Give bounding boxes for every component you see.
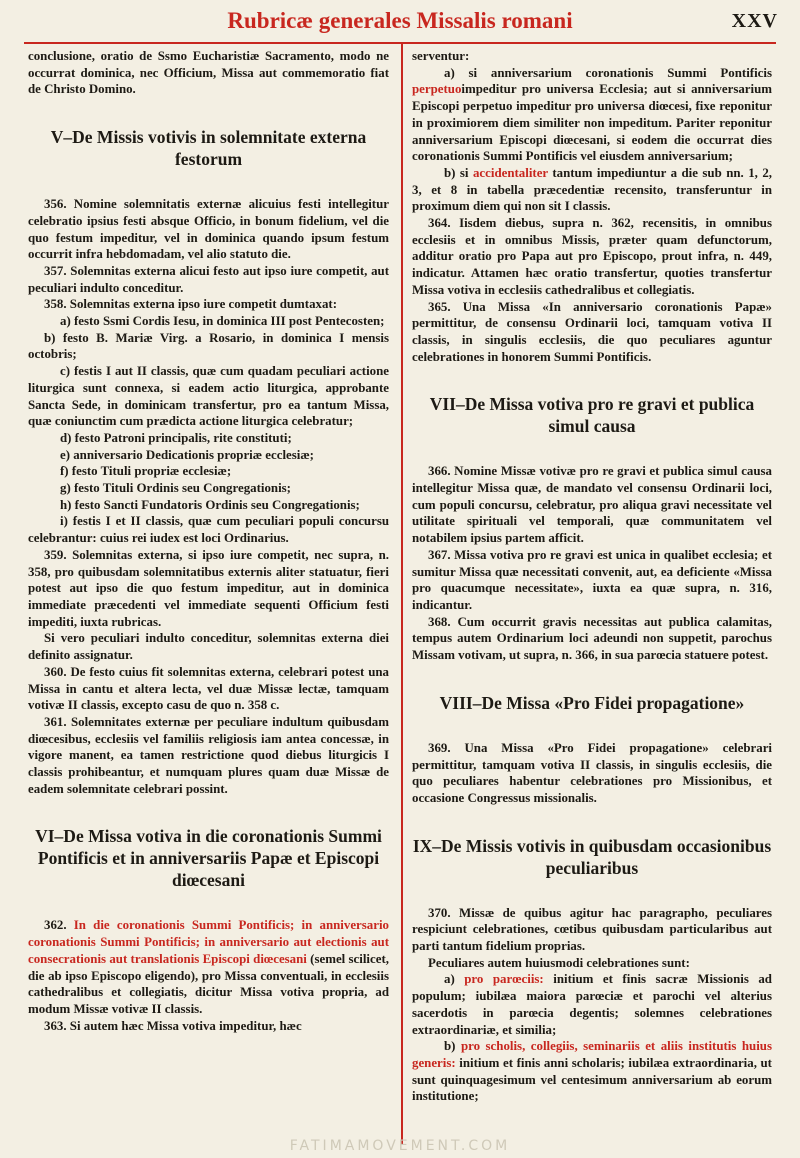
left-column bbox=[28, 48, 389, 1034]
list-item-358c: c) festis I aut II classis, quæ cum quadam peculiari actione liturgica sunt connexa, si eadem actio liturgica, approbante Sancta Sede, in dominicam transfertur, pro ea tantum Missa, quæ coniunctim cum prædicta actione liturgica celebratur; bbox=[28, 364, 389, 429]
list-item-358a: a) festo Ssmi Cordis Iesu, in dominica III post Pentecosten; bbox=[60, 314, 385, 329]
paragraph-362-text: (semel scilicet, die ab ipso Episcopo eligendo), pro Missa conventuali, in ecclesiis cathedralibus et collegiatis, dicitur Missa votiva propria, ad modum Missæ votivæ II classis. bbox=[28, 951, 389, 1016]
list-item-363a-rubric: perpetuo bbox=[412, 82, 462, 97]
section-heading-vi: VI–De Missa votiva in die coronationis Summi Pontificis et in anniversariis Papæ et Episcopi diœcesani bbox=[35, 826, 382, 891]
list-item-370a-rubric: pro parœciis: bbox=[464, 972, 544, 987]
section-heading-viii: VIII–De Missa «Pro Fidei propagatione» bbox=[439, 692, 745, 713]
paragraph-367: 367. Missa votiva pro re gravi est unica in qualibet ecclesia; et sumitur Missa quæ necessitati convenit, aut, ea deficiente «Missa pro quacumque necessitate», iuxta ea quæ supra, n. 316, indicantur. bbox=[412, 547, 772, 612]
paragraph-357: 357. Solemnitas externa alicui festo aut ipso iure competit, aut peculiari indulto conceditur. bbox=[28, 263, 389, 295]
list-item-358f: f) festo Tituli propriæ ecclesiæ; bbox=[60, 464, 232, 479]
list-item-363a bbox=[412, 65, 772, 165]
list-item-363a-start: a) si anniversarium coronationis Summi Pontificis bbox=[444, 65, 772, 80]
list-item-370b bbox=[412, 1038, 772, 1105]
list-item-370b-rubric: pro scholis, collegiis, seminariis et aliis institutis huius generis: bbox=[412, 1039, 772, 1070]
list-item-370a-start: a) bbox=[444, 972, 455, 987]
watermark: FATIMAMOVEMENT.COM bbox=[289, 1138, 511, 1154]
page-title: Rubricæ generales Missalis romani bbox=[227, 8, 573, 33]
section-heading-v: V–De Missis votivis in solemnitate externa festorum bbox=[50, 127, 367, 170]
left-intro-paragraph: conclusione, oratio de Ssmo Eucharistiæ Sacramento, modo ne occurrat dominica, nec Officium, Missa aut commemoratio fiat de Christo Domino. bbox=[28, 49, 389, 97]
page-header bbox=[0, 0, 800, 42]
right-intro-paragraph: serventur: bbox=[412, 49, 470, 63]
list-item-370a bbox=[412, 971, 772, 1038]
paragraph-368: 368. Cum occurrit gravis necessitas aut publica calamitas, tempus autem Ordinarium loci adeundi non suppetit, parochus Missam votivam, ut supra, n. 366, in sua parœcia statuere potest. bbox=[412, 614, 772, 663]
list-item-363b bbox=[412, 165, 772, 215]
list-item-358d: d) festo Patroni principalis, rite constituti; bbox=[60, 430, 292, 445]
paragraph-365: 365. Una Missa «In anniversario coronationis Papæ» permittitur, de consensu Ordinarii loci, tamquam votiva II classis, in singulis ecclesiis, die quo peculiares aguntur celebrationes in honorem Summi Pontificis. bbox=[412, 299, 772, 364]
list-item-363b-text: tantum impediuntur a die sub nn. 1, 2, 3, et 8 in tabella præcedentiæ recensito, transferuntur in proximum diem qui non sit I classis. bbox=[412, 165, 772, 214]
column-divider bbox=[401, 44, 403, 1144]
list-item-363b-start: b) si bbox=[444, 165, 469, 180]
paragraph-366: 366. Nomine Missæ votivæ pro re gravi et publica simul causa intellegitur Missa quæ, de mandato vel consensu Ordinarii loci, cum populi concursu, celebratur, pro aliqua gravi necessitate vel utilitate spirituali vel temporali, quæ communitatem vel notabilem ipsius partem afficit. bbox=[412, 464, 772, 546]
list-item-363b-rubric: accidentaliter bbox=[472, 165, 548, 180]
paragraph-362 bbox=[28, 917, 389, 1017]
paragraph-361: 361. Solemnitates externæ per peculiare indultum quibusdam diœcesibus, ecclesiis vel familiis religiosis iam antea concessæ, in vigore manent, ea tamen restrictione quod diebus liturgicis I classis prohibeantur, et numquam plures quam duæ Missæ de eadem solemnitate celebrari possint. bbox=[28, 714, 389, 796]
section-heading-vii: VII–De Missa votiva pro re gravi et publica simul causa bbox=[429, 394, 755, 437]
header-rule bbox=[24, 42, 776, 44]
list-item-358b: b) festo B. Mariæ Virg. a Rosario, in dominica I mensis octobris; bbox=[28, 330, 389, 362]
list-item-363a-text: impeditur pro universa Ecclesia; aut si anniversarium Episcopi perpetuo impeditur pro universa diœcesi, fixe reponitur in proximiorem diem similiter non impeditum. Pariter reponitur anniversarium Episcopi diœcesani, si eodem die occurrat dies coronationis Summi Pontificis vel eiusdem anniversarium; bbox=[412, 82, 772, 164]
page-number: XXV bbox=[731, 10, 778, 32]
paragraph-356: 356. Nomine solemnitatis externæ alicuius festi intellegitur celebratio ipsius festi absque Officio, in bonum fidelium, vel die quo festum impeditur, vel in dominica quando ipsum festum occurrit infra hebdomadam, vel alio statuto die. bbox=[28, 197, 389, 262]
list-item-358g: g) festo Tituli Ordinis seu Congregationis; bbox=[60, 481, 291, 496]
paragraph-370: 370. Missæ de quibus agitur hac paragrapho, peculiares respiciunt celebrationes, cœtibus quibusdam particularibus aut parti tantum fidelium proprias. bbox=[412, 905, 772, 954]
list-item-358e: e) anniversario Dedicationis propriæ ecclesiæ; bbox=[60, 447, 314, 462]
list-item-358h: h) festo Sancti Fundatoris Ordinis seu Congregationis; bbox=[60, 497, 360, 512]
paragraph-363: 363. Si autem hæc Missa votiva impeditur, hæc bbox=[44, 1018, 302, 1033]
paragraph-362-rubric: In die coronationis Summi Pontificis; in anniversario coronationis Summi Pontificis; in anniversario aut electionis aut consecrationis aut translationis Episcopi diœcesani bbox=[28, 918, 389, 966]
section-heading-ix: IX–De Missis votivis in quibusdam occasionibus peculiaribus bbox=[412, 835, 772, 878]
list-item-370a-text: initium et finis sacræ Missionis ad populum; iubilæa maiora parœciæ et parochi vel alterius sacerdotis in parœcia degentis; solemnes celebrationes extraordinariæ, et similia; bbox=[412, 972, 772, 1037]
right-column bbox=[412, 48, 772, 1105]
paragraph-358: 358. Solemnitas externa ipso iure competit dumtaxat: bbox=[44, 297, 337, 312]
paragraph-369: 369. Una Missa «Pro Fidei propagatione» celebrari permittitur, tamquam votiva II classis, in singulis ecclesiis, die quo peculiares habentur celebrationes pro Missionibus, et occasione Congressus missionalis. bbox=[412, 740, 772, 805]
paragraph-370-continued: Peculiares autem huiusmodi celebrationes sunt: bbox=[428, 955, 690, 970]
paragraph-359: 359. Solemnitas externa, si ipso iure competit, nec supra, n. 358, pro quibusdam solemnitatibus externis aliter statuatur, fieri potest aut ipso die quo festum impeditur, aut in dominica immediate præcedenti vel immediate sequenti Officium festi impediti, iuxta rubricas. bbox=[28, 547, 389, 629]
list-item-370b-start: b) bbox=[444, 1039, 456, 1054]
list-item-358i: i) festis I et II classis, quæ cum peculiari populi concursu celebrantur: cuius rei iudex est loci Ordinarius. bbox=[28, 514, 389, 546]
paragraph-364: 364. Iisdem diebus, supra n. 362, recensitis, in omnibus ecclesiis et in omnibus Missis, præter quam defunctorum, additur oratio pro Papa aut pro Episcopo, prout infra, n. 449, indicatur. Attamen hæc oratio transfertur, quoties transfertur Missa votiva in ecclesiis cathedralibus et collegiatis. bbox=[412, 216, 772, 297]
paragraph-360: 360. De festo cuius fit solemnitas externa, celebrari potest una Missa in cantu et altera lecta, vel duæ Missæ lectæ, tamquam votivæ II classis, excepto casu de quo n. 358 c. bbox=[28, 664, 389, 713]
paragraph-362-number: 362. bbox=[44, 918, 67, 933]
list-item-370b-text: initium et finis anni scholaris; iubilæa extraordinaria, ut sunt quinquagesimum vel centesimum anniversarium ab eorum institutione; bbox=[412, 1055, 772, 1104]
paragraph-359-continued: Si vero peculiari indulto conceditur, solemnitas externa diei definito assignatur. bbox=[28, 631, 389, 663]
